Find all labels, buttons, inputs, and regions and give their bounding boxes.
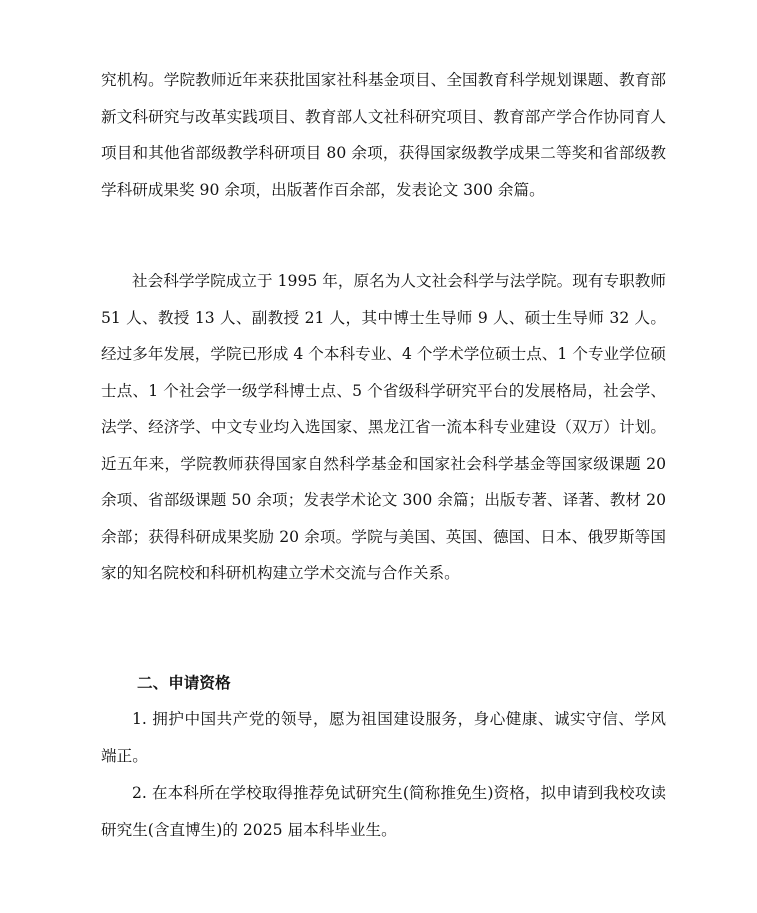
paragraph-social-science-college: 社会科学学院成立于 1995 年，原名为人文社会科学与法学院。现有专职教师 51 人、教授 13 人、副教授 21 人，其中博士生导师 9 人、硕士生导师 32 人。经过多年发展，学院已形成 4 个本科专业、4 个学术学位硕士点、1 个专业学位硕士点、1 个社会学一级学科博士点、5 个省级科学研究平台的发展格局，社会学、法学、经济学、中文专业均入选国家、黑龙江省一流本科专业建设（双万）计划。近五年来，学院教师获得国家自然科学基金和国家社会科学基金等国家级课题 20 余项、省部级课题 50 余项；发表学术论文 300 余篇；出版专著、译著、教材 20 余部；获得科研成果奖励 20 余项。学院与美国、英国、德国、日本、俄罗斯等国家的知名院校和科研机构建立学术交流与合作关系。 (101, 272, 666, 582)
eligibility-item-2: 2. 在本科所在学校取得推荐免试研究生(简称推免生)资格，拟申请到我校攻读研究生(含直博生)的 2025 届本科毕业生。 (101, 784, 666, 839)
section-heading-eligibility: 二、申请资格 (137, 673, 231, 692)
eligibility-item-1: 1. 拥护中国共产党的领导，愿为祖国建设服务，身心健康、诚实守信、学风端正。 (101, 710, 666, 765)
paragraph-college-continuation: 究机构。学院教师近年来获批国家社科基金项目、全国教育科学规划课题、教育部新文科研究与改革实践项目、教育部人文社科研究项目、教育部产学合作协同育人项目和其他省部级教学科研项目 80 余项，获得国家级教学成果二等奖和省部级教学科研成果奖 90 余项，出版著作百余部，发表论文 300 余篇。 (101, 71, 666, 199)
